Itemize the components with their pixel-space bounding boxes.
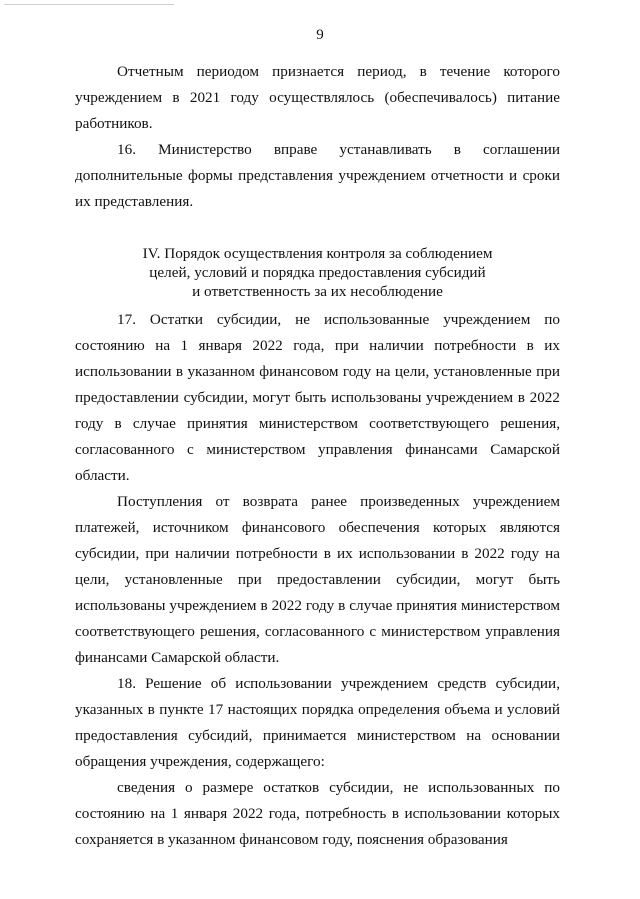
paragraph-item-18: 18. Решение об использовании учреждением средств субсидии, указанных в пункте 17 настоящих порядка определения объема и условий предоставления субсидий, принимается министерством на основании обращения учреждения, содержащего: [75, 675, 560, 770]
paragraph-item-16: 16. Министерство вправе устанавливать в соглашении дополнительные формы представления учреждением отчетности и сроки их представления. [75, 141, 560, 210]
section-heading-line: целей, условий и порядка предоставления субсидий [149, 264, 486, 281]
paragraph-remains-info: сведения о размере остатков субсидии, не использованных по состоянию на 1 января 2022 года, потребность в использовании которых сохраняется в указанном финансовом году, пояснения образования [75, 779, 560, 848]
paragraph-block-control [75, 307, 560, 853]
section-heading-line: IV. Порядок осуществления контроля за соблюдением [142, 245, 493, 262]
paragraph-reporting-period: Отчетным периодом признается период, в течение которого учреждением в 2021 году осуществлялось (обеспечивалось) питание работников. [75, 63, 560, 132]
section-heading-line: и ответственность за их несоблюдение [192, 283, 443, 300]
section-heading [75, 244, 560, 301]
page-number: 9 [316, 27, 324, 43]
scan-edge-line [4, 4, 174, 5]
paragraph-block-reporting [75, 59, 560, 215]
paragraph-item-17: 17. Остатки субсидии, не использованные учреждением по состоянию на 1 января 2022 года, при наличии потребности в их использовании в указанном финансовом году на цели, установленные при предоставлении субсидии, могут быть использованы учреждением в 2022 году в случае принятия министерством соответствующего решения, согласованного с министерством управления финансами Самарской области. [75, 311, 560, 484]
paragraph-receipts: Поступления от возврата ранее произведенных учреждением платежей, источником финансового обеспечения которых являются субсидии, при наличии потребности в их использовании в 2022 году на цели, установленные при предоставлении субсидии, могут быть использованы учреждением в 2022 году в случае принятия министерством соответствующего решения, согласованного с министерством управления финансами Самарской области. [75, 493, 560, 666]
